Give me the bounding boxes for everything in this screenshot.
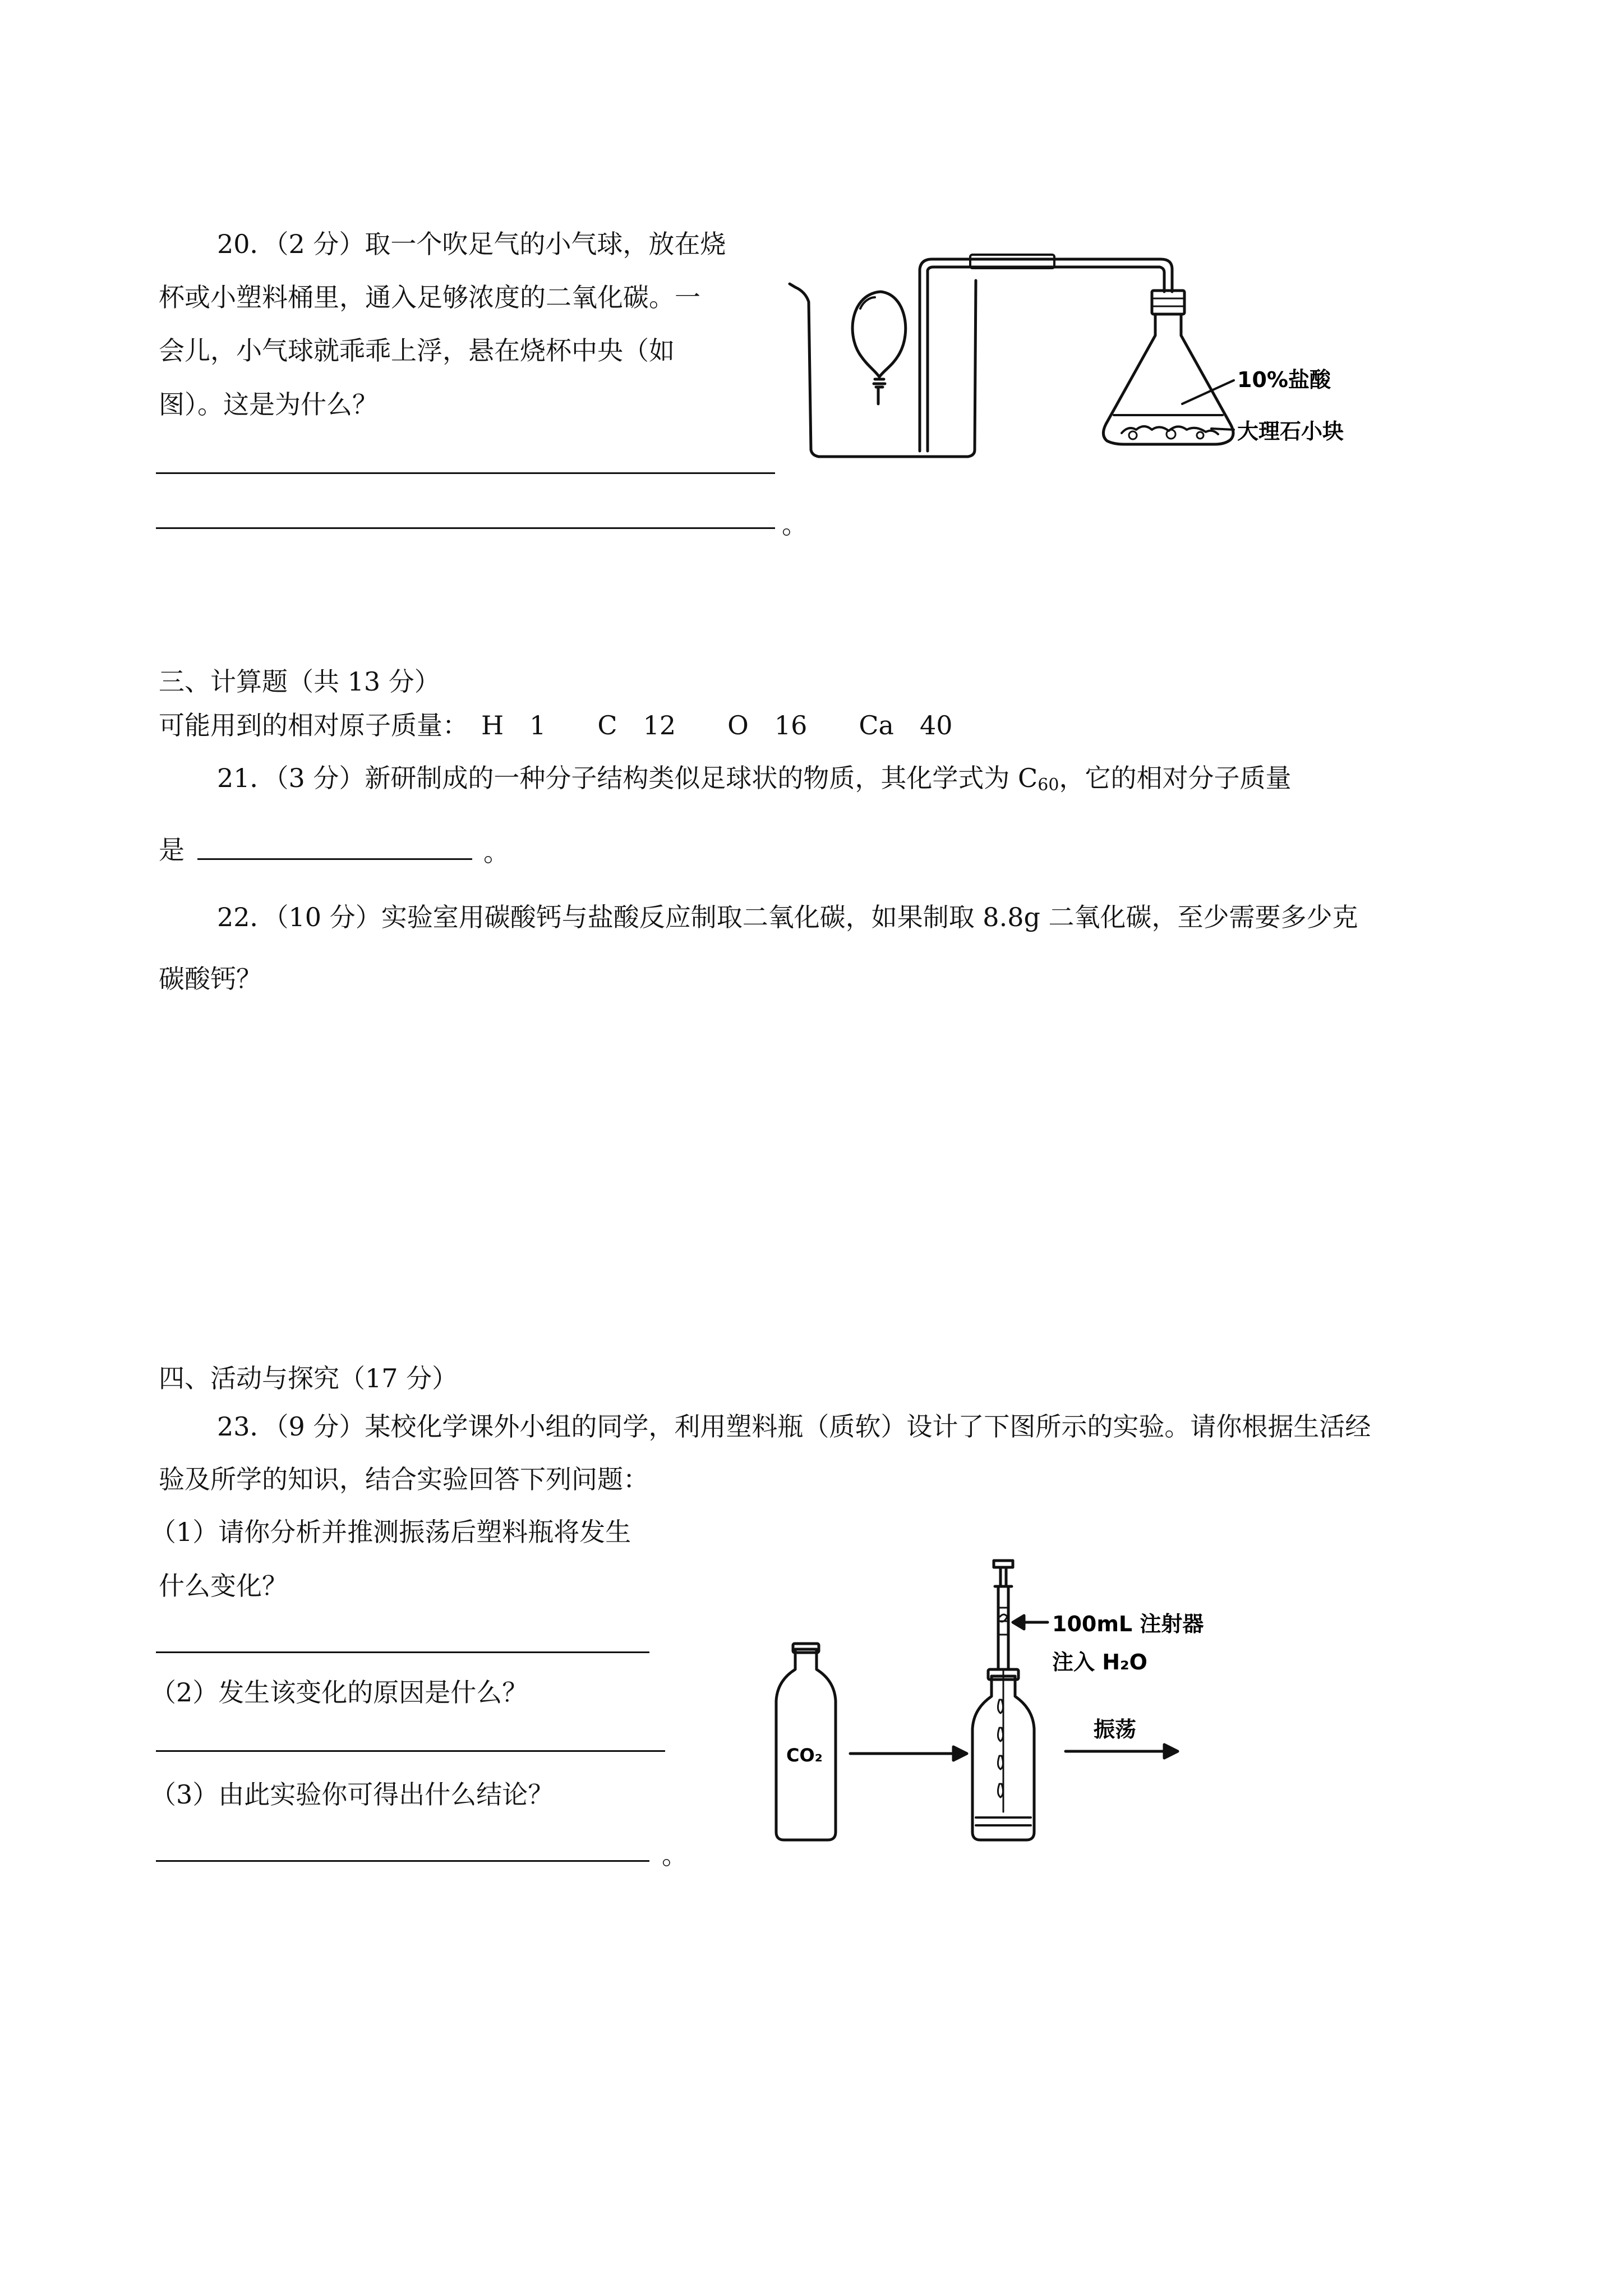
q23-end-mark: 。: [662, 1840, 688, 1870]
q21-subscript: 60: [1038, 775, 1059, 795]
q21-line-1: [217, 765, 1291, 794]
q21-end-mark: 。: [483, 837, 509, 867]
q20-label-marble: 大理石小块: [1237, 419, 1344, 444]
q21-text-pre: 21．（3 分）新研制成的一种分子结构类似足球状的物质，其化学式为 C: [217, 763, 1038, 793]
q21-line-2: 是: [159, 835, 185, 865]
q20-answer-blank-1[interactable]: [156, 472, 775, 474]
q23-answer-blank-2[interactable]: [156, 1750, 665, 1752]
q20-line-4: 图）。这是为什么？: [159, 389, 378, 420]
q20-diagram: [785, 236, 1357, 471]
q23-diagram: [763, 1554, 1256, 1857]
q23-answer-blank-3[interactable]: [156, 1860, 649, 1862]
q23-line-2: 验及所学的知识，结合实验回答下列问题：: [159, 1464, 649, 1494]
q23-label-shake: 振荡: [1094, 1717, 1137, 1742]
q23-label-inject: 注入 H₂O: [1052, 1650, 1147, 1674]
section-4-heading: 四、活动与探究（17 分）: [159, 1363, 458, 1393]
q20-line-1: 20．（2 分）取一个吹足气的小气球，放在烧: [217, 229, 726, 259]
q23-sub2: （2）发生该变化的原因是什么？: [150, 1677, 528, 1708]
syringe: [998, 1586, 1008, 1669]
q22-line-1: 22．（10 分）实验室用碳酸钙与盐酸反应制取二氧化碳，如果制取 8.8g 二氧化碳，至少需要多少克: [217, 902, 1358, 932]
q21-answer-blank[interactable]: [197, 858, 472, 860]
q20-answer-blank-2[interactable]: [156, 527, 775, 529]
q20-end-mark: 。: [782, 509, 808, 540]
q21-text-post: ，它的相对分子质量: [1059, 763, 1292, 793]
q20-label-acid: 10%盐酸: [1237, 367, 1331, 392]
q20-line-2: 杯或小塑料桶里，通入足够浓度的二氧化碳。一: [159, 282, 700, 312]
section-3-heading: 三、计算题（共 13 分）: [159, 666, 440, 697]
q22-line-2: 碳酸钙？: [159, 964, 262, 994]
q23-answer-blank-1[interactable]: [156, 1651, 649, 1653]
atomic-masses: 可能用到的相对原子质量： H 1 C 12 O 16 Ca 40: [159, 710, 953, 740]
delivery-tube: [920, 259, 1172, 451]
q23-sub3: （3）由此实验你可得出什么结论？: [150, 1779, 554, 1810]
q23-line-1: 23．（9 分）某校化学课外小组的同学，利用塑料瓶（质软）设计了下图所示的实验。请你根据生活经: [217, 1411, 1371, 1442]
q23-label-co2: CO₂: [786, 1745, 823, 1766]
conical-flask: [1103, 314, 1233, 444]
q23-sub1-line-2: 什么变化？: [159, 1571, 288, 1601]
balloon: [852, 292, 906, 377]
q23-label-syringe: 100mL 注射器: [1052, 1612, 1204, 1636]
q20-line-3: 会儿，小气球就乖乖上浮，悬在烧杯中央（如: [159, 335, 675, 366]
q23-sub1-line-1: （1）请你分析并推测振荡后塑料瓶将发生: [150, 1517, 631, 1547]
